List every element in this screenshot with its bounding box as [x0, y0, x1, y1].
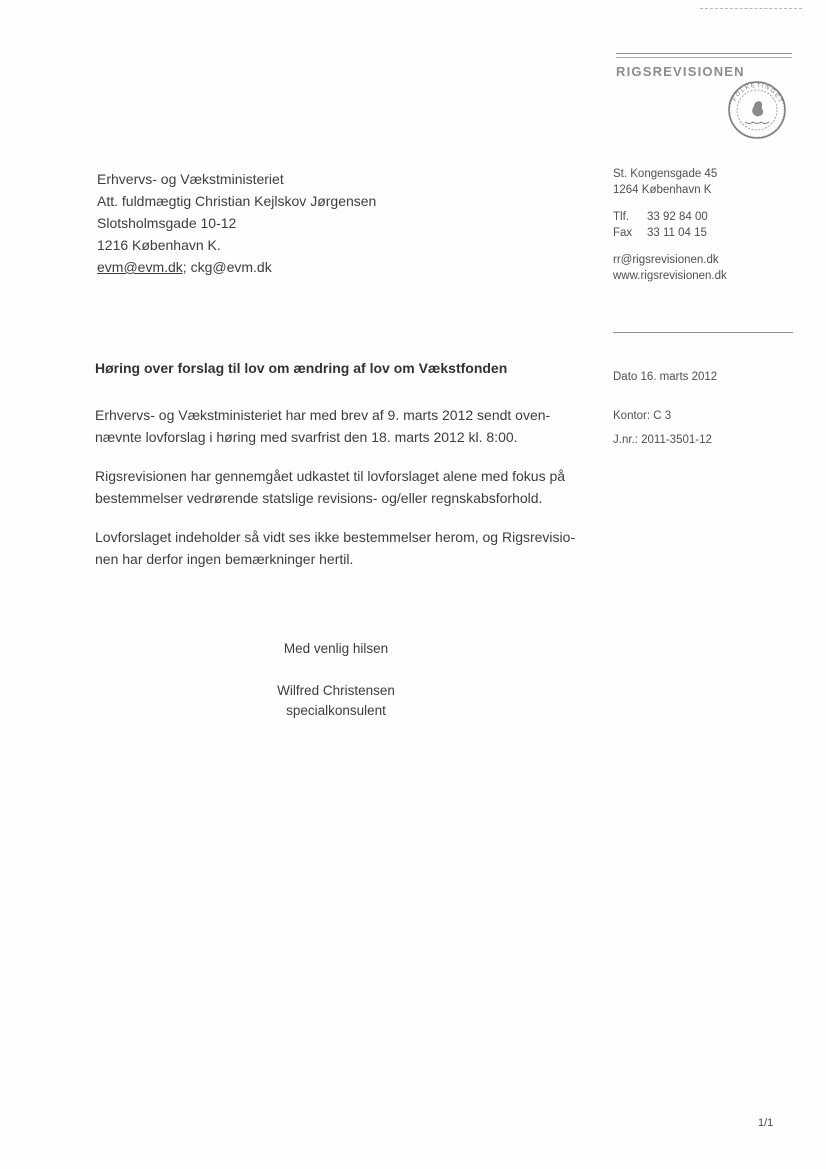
sender-address-line: 1264 København K — [613, 183, 712, 196]
body-line: Rigsrevisionen har gennemgået udkastet til lovforslaget alene med fokus på — [95, 468, 566, 484]
sender-email: rr@rigsrevisionen.dk — [613, 254, 719, 266]
sender-website: www.rigsrevisionen.dk — [613, 269, 727, 282]
recipient-address — [97, 168, 376, 278]
recipient-line: Erhvervs- og Vækstministeriet — [97, 171, 284, 187]
letter-meta — [613, 371, 793, 446]
body-line: Erhvervs- og Vækstministeriet har med brev af 9. marts 2012 sendt oven- — [95, 407, 551, 423]
seal-text: FOLKETINGET — [731, 82, 784, 105]
subject-line: Høring over forslag til lov om ændring af lov om Vækstfonden — [95, 360, 508, 376]
closing-block — [216, 639, 456, 721]
recipient-email-link: evm@evm.dk — [97, 259, 183, 275]
recipient-email-line — [97, 256, 376, 278]
meta-date: Dato 16. marts 2012 — [613, 371, 718, 383]
fax-number: 33 11 04 15 — [647, 226, 707, 239]
sender-address-line: St. Kongensgade 45 — [613, 168, 718, 180]
org-name: RIGSREVISIONEN — [616, 64, 745, 79]
scan-artifact-line — [700, 8, 802, 9]
body-line: bestemmelser vedrørende statslige revisions- og/eller regnskabsforhold. — [95, 490, 543, 506]
body-paragraph — [95, 465, 585, 509]
letterhead-rule — [616, 53, 792, 58]
body-paragraph — [95, 526, 585, 570]
page-number: 1/1 — [758, 1117, 774, 1129]
signature-name: Wilfred Christensen — [277, 683, 395, 698]
signature-title: specialkonsulent — [286, 703, 386, 718]
seal-lion-shape — [752, 101, 763, 116]
recipient-email-secondary: ; ckg@evm.dk — [182, 259, 272, 275]
spacer — [613, 198, 793, 210]
body-paragraph — [95, 404, 585, 448]
recipient-line: 1216 København K. — [97, 237, 221, 253]
body-line: nen har derfor ingen bemærkninger hertil. — [95, 551, 354, 567]
seal-wave-shape — [745, 122, 769, 124]
fax-label: Fax — [613, 226, 633, 239]
sender-divider-rule — [613, 332, 793, 333]
sender-contact-block — [613, 167, 793, 284]
meta-office: Kontor: C 3 — [613, 410, 672, 422]
meta-journal-number: J.nr.: 2011-3501-12 — [613, 434, 712, 446]
body-line: nævnte lovforslag i høring med svarfrist den 18. marts 2012 kl. 8:00. — [95, 429, 518, 445]
spacer — [613, 241, 793, 253]
phone-number: 33 92 84 00 — [647, 211, 708, 223]
phone-label: Tlf. — [613, 211, 629, 223]
closing-salutation: Med venlig hilsen — [283, 641, 389, 656]
recipient-line: Slotsholmsgade 10-12 — [97, 215, 237, 231]
body-line: Lovforslaget indeholder så vidt ses ikke bestemmelser herom, og Rigsrevisio- — [95, 529, 576, 545]
folketinget-seal-icon — [726, 79, 788, 141]
recipient-line: Att. fuldmægtig Christian Kejlskov Jørgensen — [97, 193, 377, 209]
phone-row — [613, 210, 793, 226]
fax-row — [613, 226, 793, 242]
